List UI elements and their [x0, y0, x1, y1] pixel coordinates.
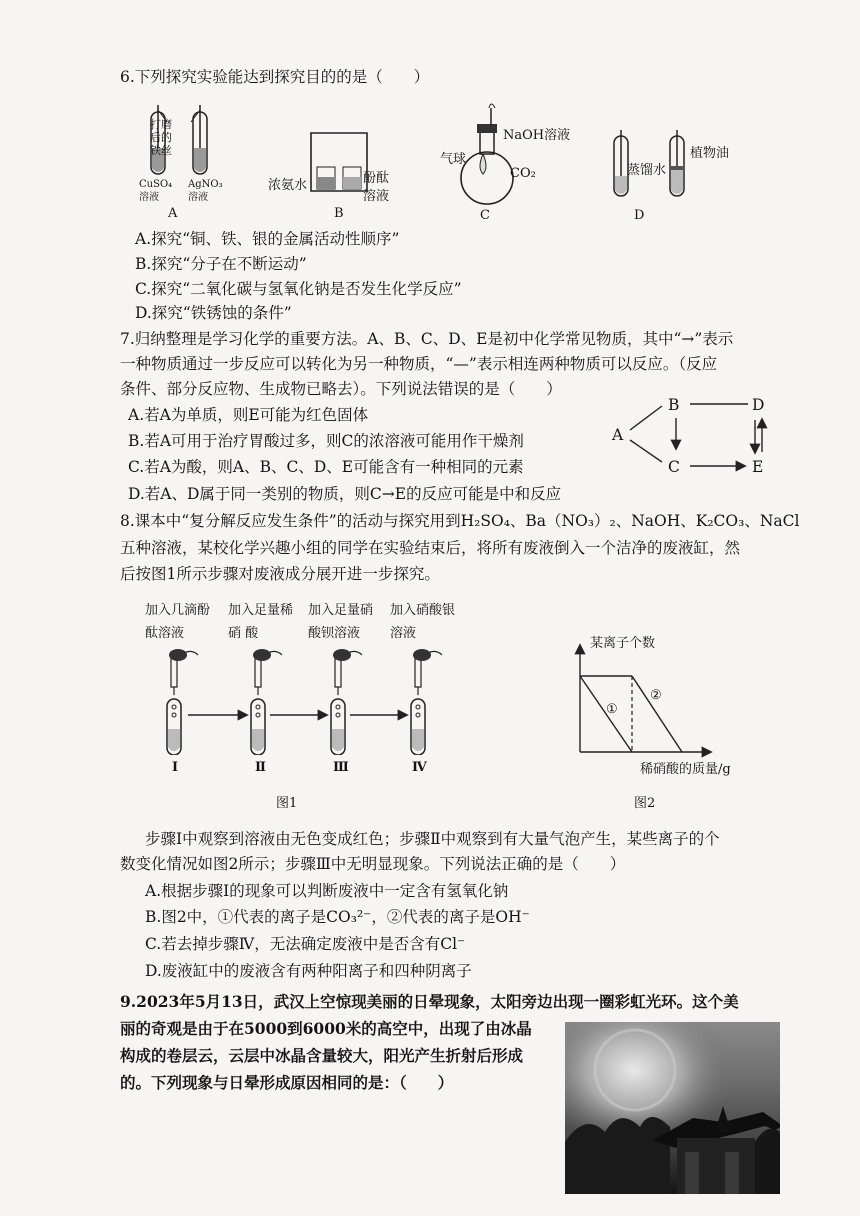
- step-1-label-line-2: 酞溶液: [145, 626, 185, 641]
- figure-a-agno3-label: AgNO₃溶液: [188, 179, 223, 203]
- diagram-node-d: D: [752, 396, 765, 414]
- q6-stem: 6.下列探究实验能达到探究目的的是（ ）: [120, 68, 430, 86]
- test-tube-2: [251, 649, 282, 755]
- diagram-node-b: B: [668, 396, 680, 414]
- figure-2-x-label: 稀硝酸的质量/g: [640, 762, 731, 777]
- q7-option-d: D.若A、D属于同一类别的物质，则C→E的反应可能是中和反应: [128, 485, 562, 503]
- step-1-numeral: Ⅰ: [172, 760, 179, 775]
- q7-option-b: B.若A可用于治疗胃酸过多，则C的浓溶液可能用作干燥剂: [128, 432, 524, 450]
- q7-option-a: A.若A为单质，则E可能为红色固体: [128, 406, 369, 424]
- q9-line-3: 构成的卷层云，云层中冰晶含量较大，阳光产生折射后形成: [120, 1046, 524, 1065]
- q7-line-3: 条件、部分反应物、生成物已略去）。下列说法错误的是（ ）: [120, 380, 562, 398]
- sun-halo-photo-drawing: [565, 1022, 780, 1194]
- figure-2-graph: [570, 640, 720, 762]
- q8-paragraph-line-1: 步骤Ⅰ中观察到溶液由无色变成红色；步骤Ⅱ中观察到有大量气泡产生，某些离子的个: [145, 830, 720, 848]
- figure-b-caption: B: [334, 206, 344, 221]
- figure-2-curve-2-label: ②: [650, 688, 662, 703]
- sun-halo-photo: [565, 1022, 780, 1194]
- q7-option-c: C.若A为酸，则A、B、C、D、E可能含有一种相同的元素: [128, 458, 524, 476]
- q6-option-a: A.探究“铜、铁、银的金属活动性顺序”: [135, 230, 400, 248]
- figure-c-naoh-label: NaOH溶液: [503, 128, 571, 143]
- q8-paragraph-line-2: 数变化情况如图2所示；步骤Ⅲ中无明显现象。下列说法正确的是（ ）: [120, 855, 626, 873]
- q6-option-d: D.探究“铁锈蚀的条件”: [135, 304, 292, 322]
- step-3-label-line-2: 酸钡溶液: [308, 626, 361, 641]
- figure-c-co2-label: CO₂: [510, 166, 536, 181]
- q9-line-4: 的。下列现象与日晕形成原因相同的是：（ ）: [120, 1073, 454, 1092]
- step-4-label-line-1: 加入硝酸银: [390, 603, 456, 618]
- q8-option-d: D.废液缸中的废液含有两种阳离子和四种阴离子: [145, 962, 472, 980]
- step-2-label-line-1: 加入足量稀: [228, 603, 294, 618]
- q9-line-1: 9.2023年5月13日，武汉上空惊现美丽的日晕现象，太阳旁边出现一圈彩虹光环。这个美: [120, 992, 739, 1011]
- step-4-label-line-2: 溶液: [390, 626, 417, 641]
- q8-line-2: 五种溶液，某校化学兴趣小组的同学在实验结束后，将所有废液倒入一个洁净的废液缸，然: [120, 539, 741, 557]
- step-2-numeral: Ⅱ: [255, 760, 266, 775]
- q8-option-a: A.根据步骤Ⅰ的现象可以判断废液中一定含有氢氧化钠: [145, 882, 509, 900]
- test-tube-4: [411, 649, 442, 755]
- figure-c-balloon-label: 气球: [440, 152, 467, 167]
- figure-2-caption: 图2: [634, 796, 656, 811]
- figure-d-water-label: 蒸馏水: [627, 163, 667, 178]
- diagram-node-a: A: [612, 426, 624, 444]
- q6-option-b: B.探究“分子在不断运动”: [135, 255, 307, 273]
- q6-figure-a: [125, 100, 240, 230]
- q6-figure-c: [455, 100, 535, 210]
- figure-d-caption: D: [634, 208, 645, 223]
- figure-d-oil-label: 植物油: [690, 146, 730, 161]
- q8-line-3: 后按图1所示步骤对废液成分展开进一步探究。: [120, 565, 440, 583]
- figure-b-phenol-label: 酚酞溶液: [363, 171, 390, 204]
- figure-a-iron-label: 打磨后的铁丝: [150, 118, 172, 157]
- step-3-label-line-1: 加入足量硝: [308, 603, 374, 618]
- diagram-node-c: C: [668, 458, 680, 476]
- figure-a-caption: A: [168, 206, 178, 221]
- step-4-numeral: Ⅳ: [412, 760, 427, 775]
- q9-line-2: 丽的奇观是由于在5000到6000米的高空中，出现了由冰晶: [120, 1019, 532, 1038]
- figure-2-curve-1-label: ①: [606, 702, 618, 717]
- step-2-label-line-2: 硝 酸: [228, 626, 259, 641]
- q7-line-1: 7.归纳整理是学习化学的重要方法。A、B、C、D、E是初中化学常见物质，其中“→”表示: [120, 330, 734, 348]
- q8-option-b: B.图2中，①代表的离子是CO₃²⁻，②代表的离子是OH⁻: [145, 908, 530, 926]
- figure-1-caption: 图1: [276, 796, 298, 811]
- figure-1-drawing: [150, 645, 450, 755]
- step-1-label-line-1: 加入几滴酚: [145, 603, 211, 618]
- q8-option-c: C.若去掉步骤Ⅳ，无法确定废液中是否含有Cl⁻: [145, 935, 466, 953]
- q7-line-2: 一种物质通过一步反应可以转化为另一种物质，“—”表示相连两种物质可以反应。（反应: [120, 355, 718, 373]
- test-tube-3: [331, 649, 362, 755]
- q6-option-c: C.探究“二氧化碳与氢氧化钠是否发生化学反应”: [135, 280, 462, 298]
- test-tube-1: [167, 649, 198, 755]
- figure-2-y-label: 某离子个数: [590, 636, 656, 651]
- figure-a-cuso4-label: CuSO₄溶液: [139, 179, 173, 203]
- diagram-node-e: E: [752, 458, 764, 476]
- figure-c-caption: C: [480, 208, 490, 223]
- step-3-numeral: Ⅲ: [333, 760, 349, 775]
- q8-line-1: 8.课本中“复分解反应发生条件”的活动与探究用到H₂SO₄、Ba（NO₃）₂、NaOH、K₂CO₃、NaCl: [120, 512, 800, 530]
- figure-b-ammonia-label: 浓氨水: [268, 178, 308, 193]
